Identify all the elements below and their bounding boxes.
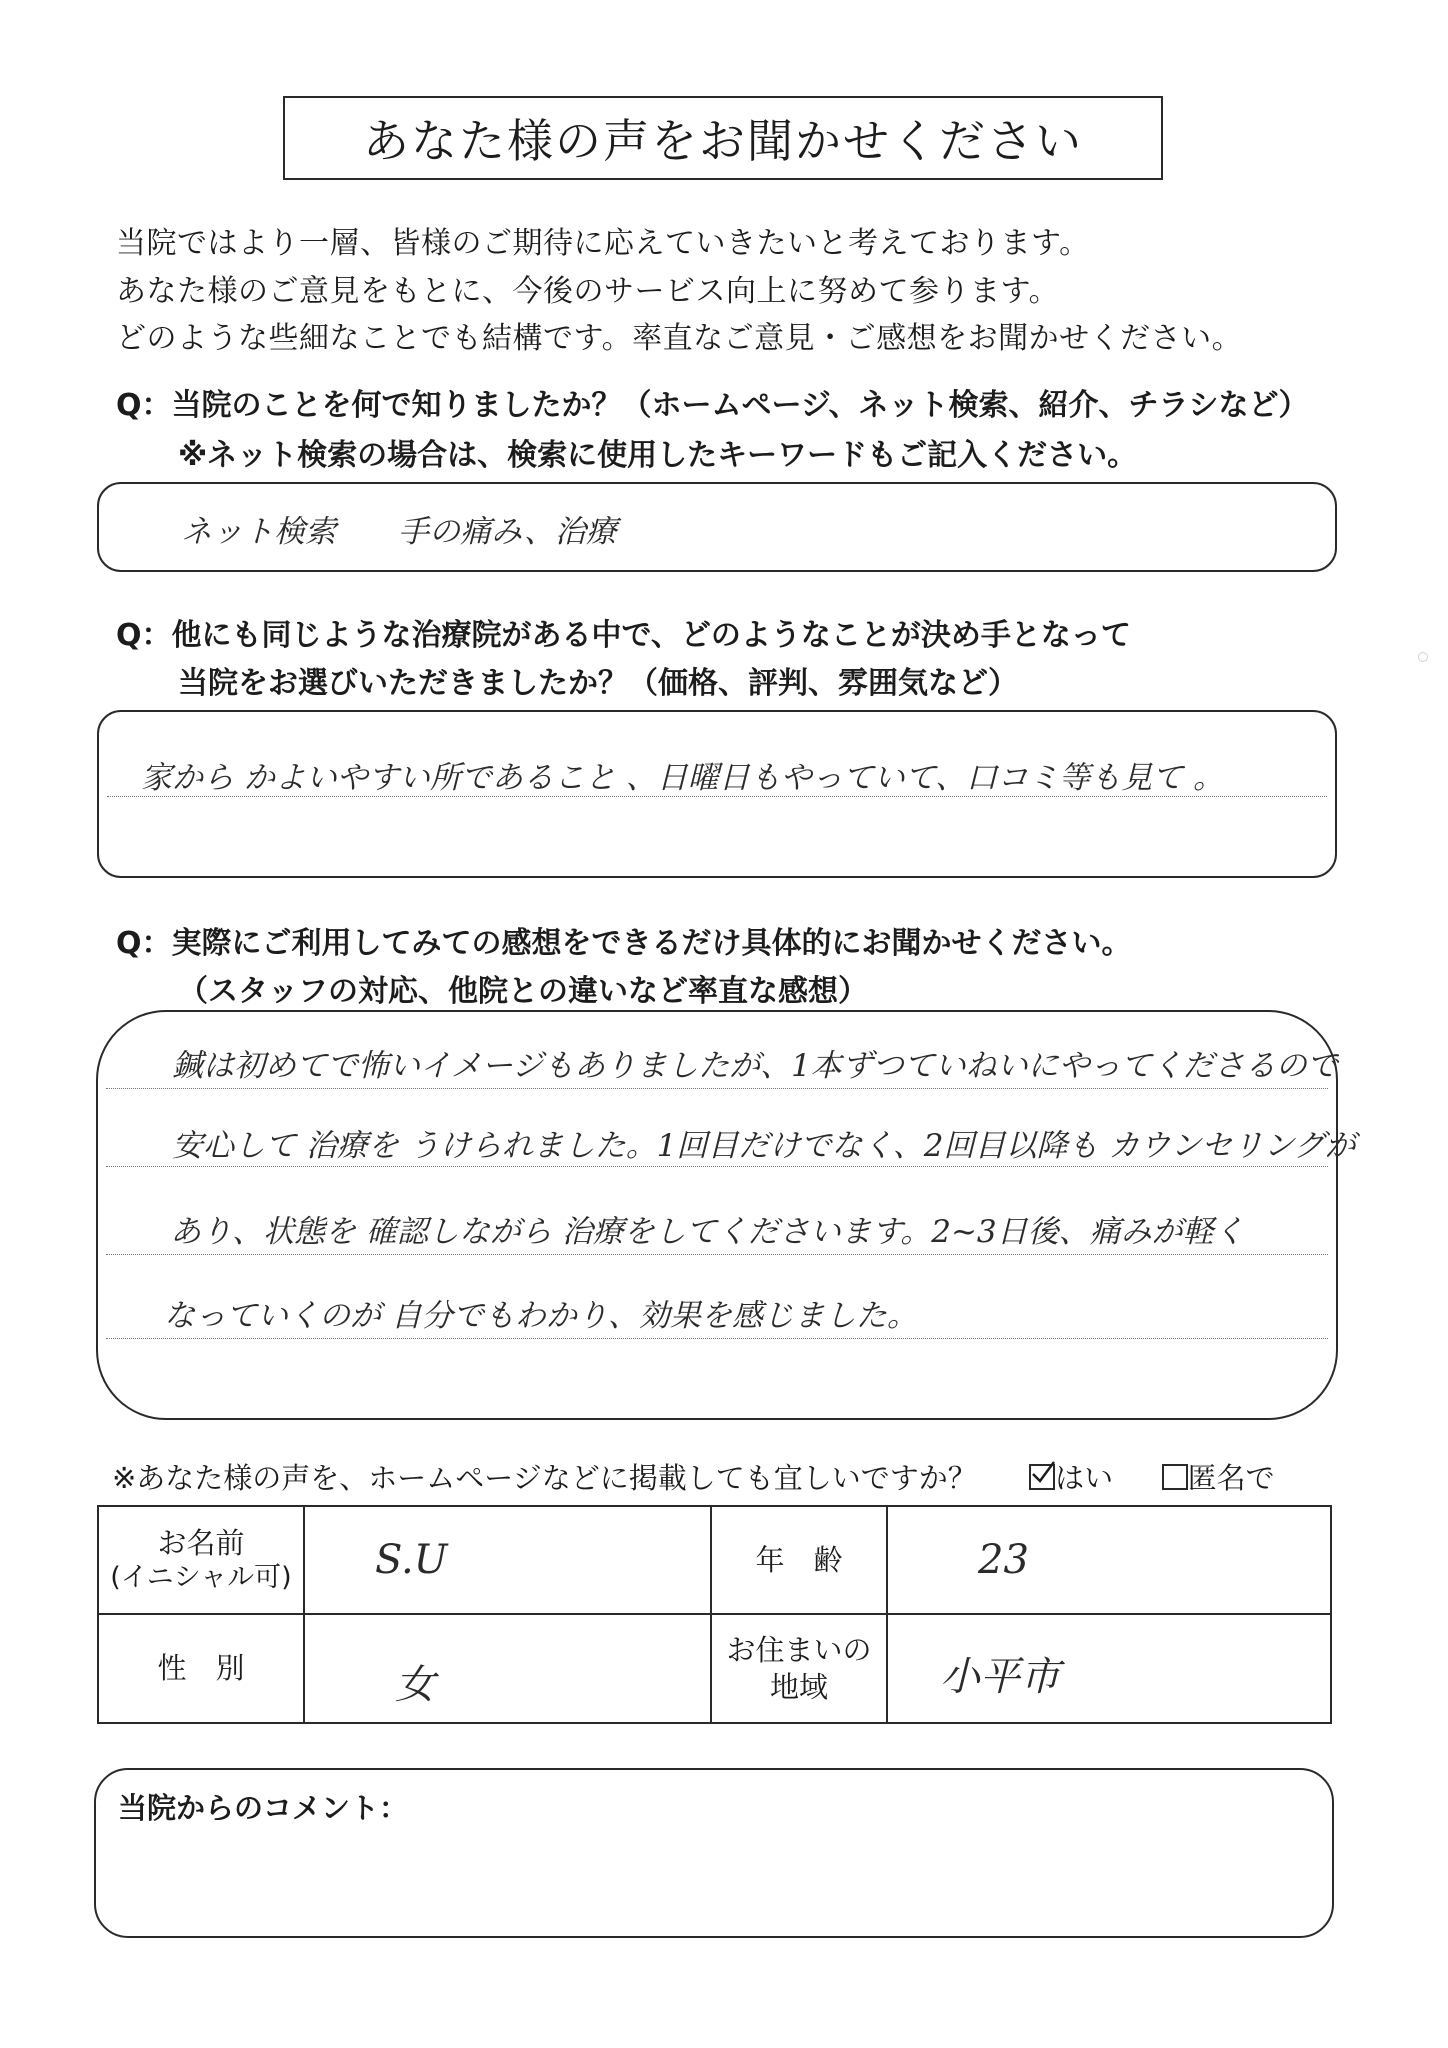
area-value-cell[interactable] xyxy=(887,1614,1331,1723)
area-value: 小平市 xyxy=(940,1654,1060,1700)
name-label: お名前 xyxy=(157,1526,245,1560)
consent-anon-checkbox[interactable] xyxy=(1162,1464,1188,1490)
age-value: 23 xyxy=(978,1537,1029,1583)
info-table xyxy=(97,1505,1332,1724)
q3-answer-line-3: あり、状態を 確認しながら 治療をしてくださいます。2~3日後、痛みが軽く xyxy=(170,1214,1245,1250)
consent-row xyxy=(112,1456,1275,1497)
scan-speck xyxy=(1418,652,1428,662)
q2-answer-box[interactable] xyxy=(97,710,1337,878)
q3-rule-3 xyxy=(106,1254,1328,1255)
gender-label: 性 別 xyxy=(157,1651,245,1686)
q3-answer-line-2: 安心して 治療を うけられました。1回目だけでなく、2回目以降も カウンセリングが xyxy=(172,1128,1356,1164)
q3-rule-1 xyxy=(106,1088,1328,1089)
age-label: 年 齢 xyxy=(755,1542,843,1577)
q3-rule-2 xyxy=(106,1166,1328,1167)
q3-question: Q：実際にご利用してみての感想をできるだけ具体的にお聞かせください。 xyxy=(116,926,1132,961)
gender-value-cell[interactable] xyxy=(304,1614,711,1723)
intro-line-2: あなた様のご意見をもとに、今後のサービス向上に努めて参ります。 xyxy=(116,274,1060,309)
gender-value: 女 xyxy=(395,1662,435,1708)
name-label-cell xyxy=(98,1506,304,1614)
q3-answer-line-1: 鍼は初めてで怖いイメージもありましたが、1本ずつていねいにやってくださるので xyxy=(172,1048,1338,1084)
area-label: お住まいの xyxy=(726,1633,872,1668)
q1-answer: ネット検索 手の痛み、治療 xyxy=(181,514,617,550)
comment-label: 当院からのコメント： xyxy=(118,1791,409,1825)
age-value-cell[interactable] xyxy=(887,1506,1331,1614)
consent-anon-label: 匿名で xyxy=(1187,1461,1275,1495)
q1-note: ※ネット検索の場合は、検索に使用したキーワードもご記入ください。 xyxy=(178,438,1138,473)
name-label-note: (イニシャル可) xyxy=(110,1562,292,1594)
page-title xyxy=(283,96,1163,180)
comment-box xyxy=(94,1768,1334,1938)
q1-answer-box[interactable] xyxy=(97,482,1337,572)
q2-question: Q：他にも同じような治療院がある中で、どのようなことが決め手となって xyxy=(116,618,1131,653)
age-label-cell xyxy=(711,1506,887,1614)
intro-line-1: 当院ではより一層、皆様のご期待に応えていきたいと考えております。 xyxy=(116,226,1090,261)
gender-label-cell xyxy=(98,1614,304,1723)
q3-question-cont: （スタッフの対応、他院との違いなど率直な感想） xyxy=(178,974,868,1009)
consent-yes-checkbox[interactable] xyxy=(1029,1464,1055,1490)
name-value-cell[interactable] xyxy=(304,1506,711,1614)
q2-question-cont: 当院をお選びいただきましたか？（価格、評判、雰囲気など） xyxy=(178,666,1018,701)
name-value: S.U xyxy=(375,1537,448,1583)
consent-yes-label: はい xyxy=(1055,1461,1114,1495)
q3-answer-line-4: なっていくのが 自分でもわかり、効果を感じました。 xyxy=(164,1298,918,1334)
title-text: あなた様の声をお聞かせください xyxy=(363,114,1083,168)
q3-rule-4 xyxy=(106,1338,1328,1339)
q1-question: Q：当院のことを何で知りましたか？（ホームページ、ネット検索、紹介、チラシなど） xyxy=(116,388,1309,423)
consent-question: ※あなた様の声を、ホームページなどに掲載しても宜しいですか？ xyxy=(112,1461,977,1495)
q2-answer: 家から かよいやすい所であること 、日曜日もやっていて、口コミ等も見て 。 xyxy=(141,760,1224,796)
intro-line-3: どのような些細なことでも結構です。率直なご意見・ご感想をお聞かせください。 xyxy=(116,321,1243,356)
check-mark-icon xyxy=(1030,1460,1056,1486)
area-label-cell xyxy=(711,1614,887,1723)
area-label-cont: 地域 xyxy=(769,1669,828,1704)
q3-answer-box[interactable] xyxy=(96,1010,1356,1420)
